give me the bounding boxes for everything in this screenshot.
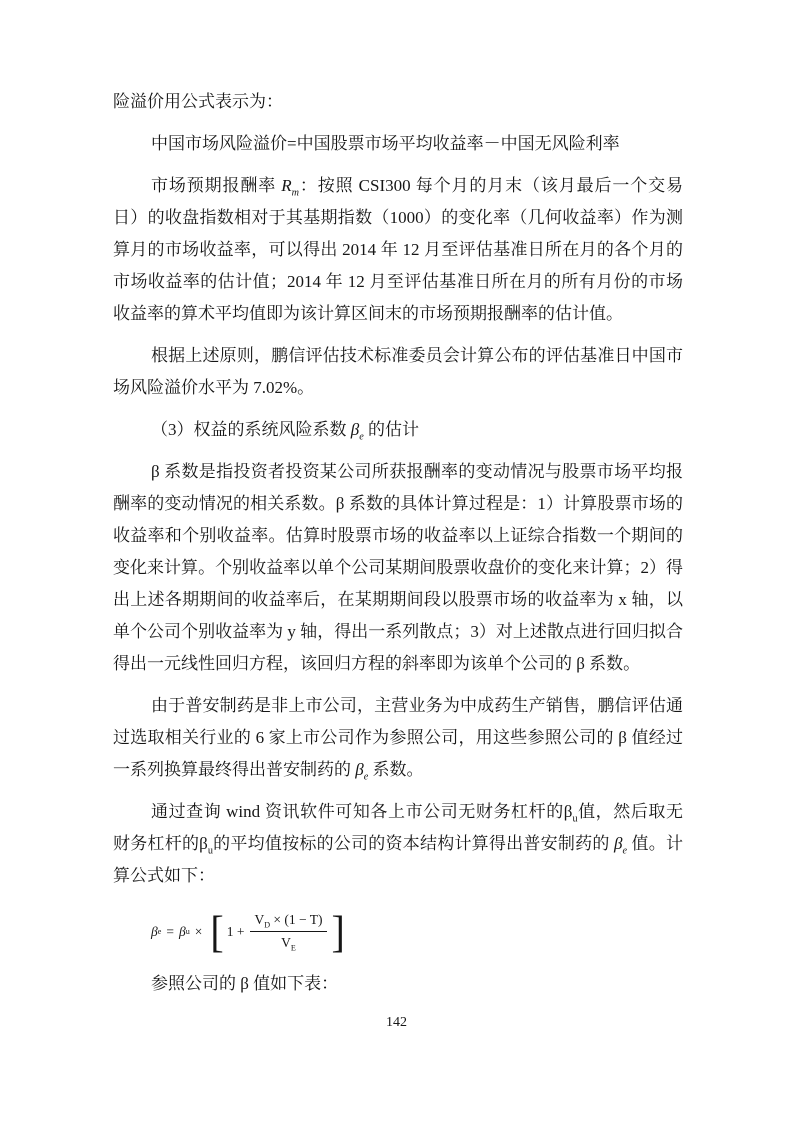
formula-denominator: $V_E$ [250,931,326,953]
para-risk-premium-level: 根据上述原则，鹏信评估技术标准委员会计算公布的评估基准日中国市场风险溢价水平为 7.02%。 [113,346,683,397]
formula-beta-u: β [178,923,186,939]
formula-times: × [194,923,203,939]
formula-bracket-close: ] [331,906,345,956]
formula-equals: = [166,923,174,939]
para-market-expected-return: 市场预期报酬率 $R_m$：按照 CSI300 每个月的月末（该月最后一个交易日）的收盘指数相对于其基期指数（1000）的变化率（几何收益率）作为测算月的市场收益率，可以得出 2014 年 12 月至评估基准日所在月的各个月的市场收益率的估计值；2014 年 12 月至评估基准日所在月的所有月份的市场收益率的算术平均值即为该计算区间末的市场预期报酬率的估计值。 [113,176,683,323]
formula-numerator: $V_D \times (1 - T)$ [254,912,323,930]
para-puan-reference-companies: 由于普安制药是非上市公司，主营业务为中成药生产销售，鹏信评估通过选取相关行业的 6 家上市公司作为参照公司，用这些参照公司的 β 值经过一系列换算最终得出普安制药的 $\beta_e$ 系数。 [113,696,683,783]
formula-fraction [250,910,326,954]
formula-one-plus: 1 + [226,923,245,939]
para-reference-beta-table-intro: 参照公司的 β 值如下表： [151,973,339,993]
document-body [113,86,683,1000]
paragraph-group-bottom [113,968,683,1000]
formula-bracket-open: [ [210,906,224,956]
formula-beta-e: β [151,923,158,939]
para-premium-equation: 中国市场风险溢价=中国股票市场平均收益率－中国无风险利率 [151,134,620,153]
para-continuation-line: 险溢价用公式表示为： [113,92,283,111]
heading-beta-estimation: （3）权益的系统风险系数 $\beta_e$ 的估计 [151,420,419,443]
paragraph-group-top [113,86,683,892]
page-number: 142 [386,1015,407,1030]
para-wind-query: 通过查询 wind 资讯软件可知各上市公司无财务杠杆的$\beta_u$值，然后取无财务杠杆的$\beta_u$的平均值按标的公司的资本结构计算得出普安制药的 $\beta_e$ 值。计算公式如下： [113,802,684,885]
beta-formula: β e = β u × [ 1 + $\frac{V_D \times (1 - T)}{V_E}$ ] [151,906,345,956]
para-beta-definition: β 系数是指投资者投资某公司所获报酬率的变动情况与股票市场平均报酬率的变动情况的相关系数。β 系数的具体计算过程是：1）计算股票市场的收益率和个别收益率。估算时股票市场的收益率以上证综合指数一个期间的变化来计算。个别收益率以单个公司某期间股票收盘价的变化来计算；2）得出上述各期期间的收益率后，在某期期间段以股票市场的收益率为 x 轴，以单个公司个别收益率为 y 轴，得出一系列散点；3）对上述散点进行回归拟合得出一元线性回归方程，该回归方程的斜率即为该单个公司的 β 系数。 [113,462,683,673]
